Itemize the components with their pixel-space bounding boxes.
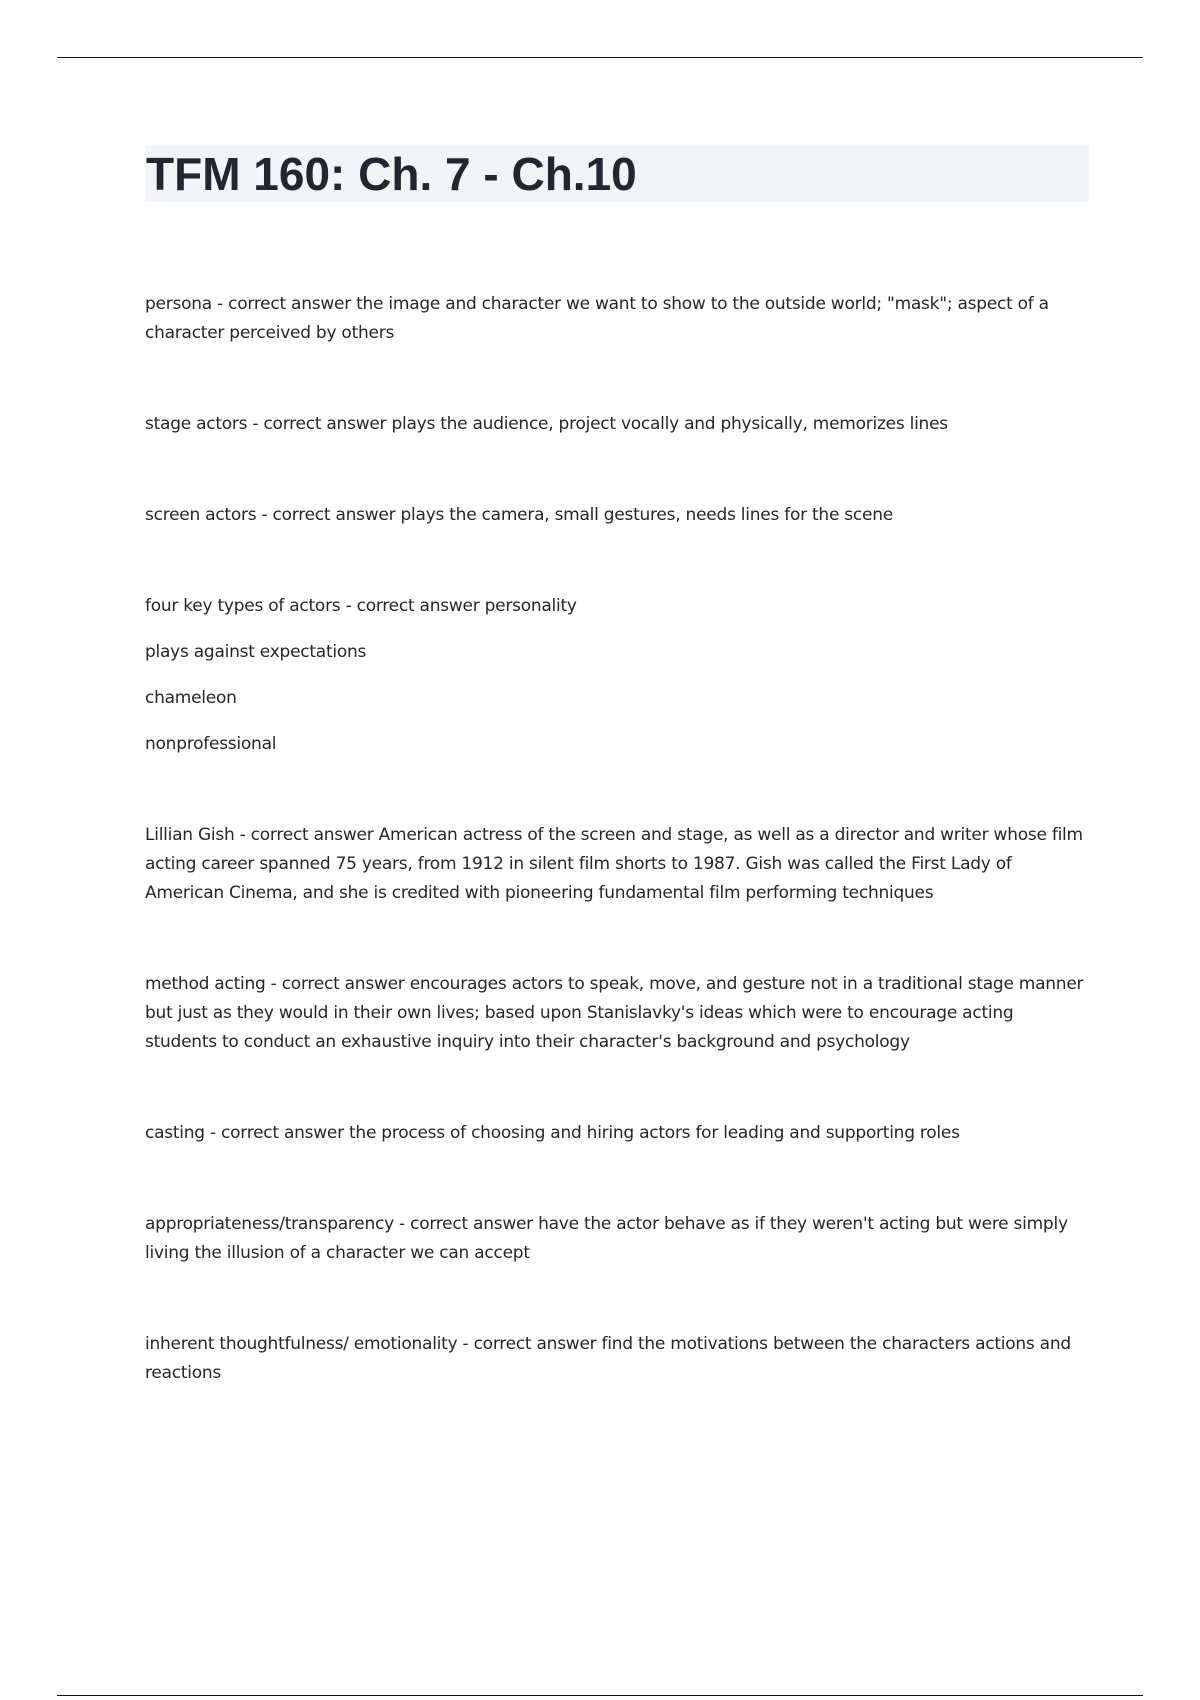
entry-method-acting [145, 970, 1090, 1057]
entry-text: persona - correct answer the image and character we want to show to the outside world; "mask"; aspect of a character perceived by others [145, 294, 1049, 343]
document-title: TFM 160: Ch. 7 - Ch.10 [146, 148, 637, 200]
list-item: nonprofessional [145, 734, 277, 754]
entry-text: casting - correct answer the process of choosing and hiring actors for leading and supporting roles [145, 1123, 960, 1143]
entry-inherent-thoughtfulness [145, 1330, 1090, 1388]
list-item: chameleon [145, 688, 237, 708]
entry-text: screen actors - correct answer plays the camera, small gestures, needs lines for the scene [145, 505, 893, 525]
entry-text: stage actors - correct answer plays the audience, project vocally and physically, memorizes lines [145, 414, 948, 434]
entry-stage-actors [145, 410, 1090, 439]
flashcard-list [145, 290, 1090, 1450]
entry-text: four key types of actors - correct answer personality [145, 596, 577, 616]
entry-appropriateness [145, 1210, 1090, 1268]
top-rule [57, 57, 1143, 58]
entry-casting [145, 1119, 1090, 1148]
entry-persona [145, 290, 1090, 348]
entry-screen-actors [145, 501, 1090, 530]
entry-lillian-gish [145, 821, 1090, 908]
list-item: plays against expectations [145, 642, 367, 662]
entry-four-key-types [145, 592, 1090, 759]
bottom-rule [57, 1695, 1143, 1696]
entry-text: inherent thoughtfulness/ emotionality - correct answer find the motivations between the characters actions and reactions [145, 1334, 1071, 1383]
entry-text: Lillian Gish - correct answer American actress of the screen and stage, as well as a director and writer whose film acting career spanned 75 years, from 1912 in silent film shorts to 1987. Gish was called the First Lady of American Cinema, and she is credited with pioneering fundamental film performing techniques [145, 825, 1083, 903]
entry-text: appropriateness/transparency - correct answer have the actor behave as if they weren't acting but were simply living the illusion of a character we can accept [145, 1214, 1068, 1263]
entry-text: method acting - correct answer encourages actors to speak, move, and gesture not in a traditional stage manner but just as they would in their own lives; based upon Stanislavky's ideas which were to encourage acting students to conduct an exhaustive inquiry into their character's background and psychology [145, 974, 1084, 1052]
